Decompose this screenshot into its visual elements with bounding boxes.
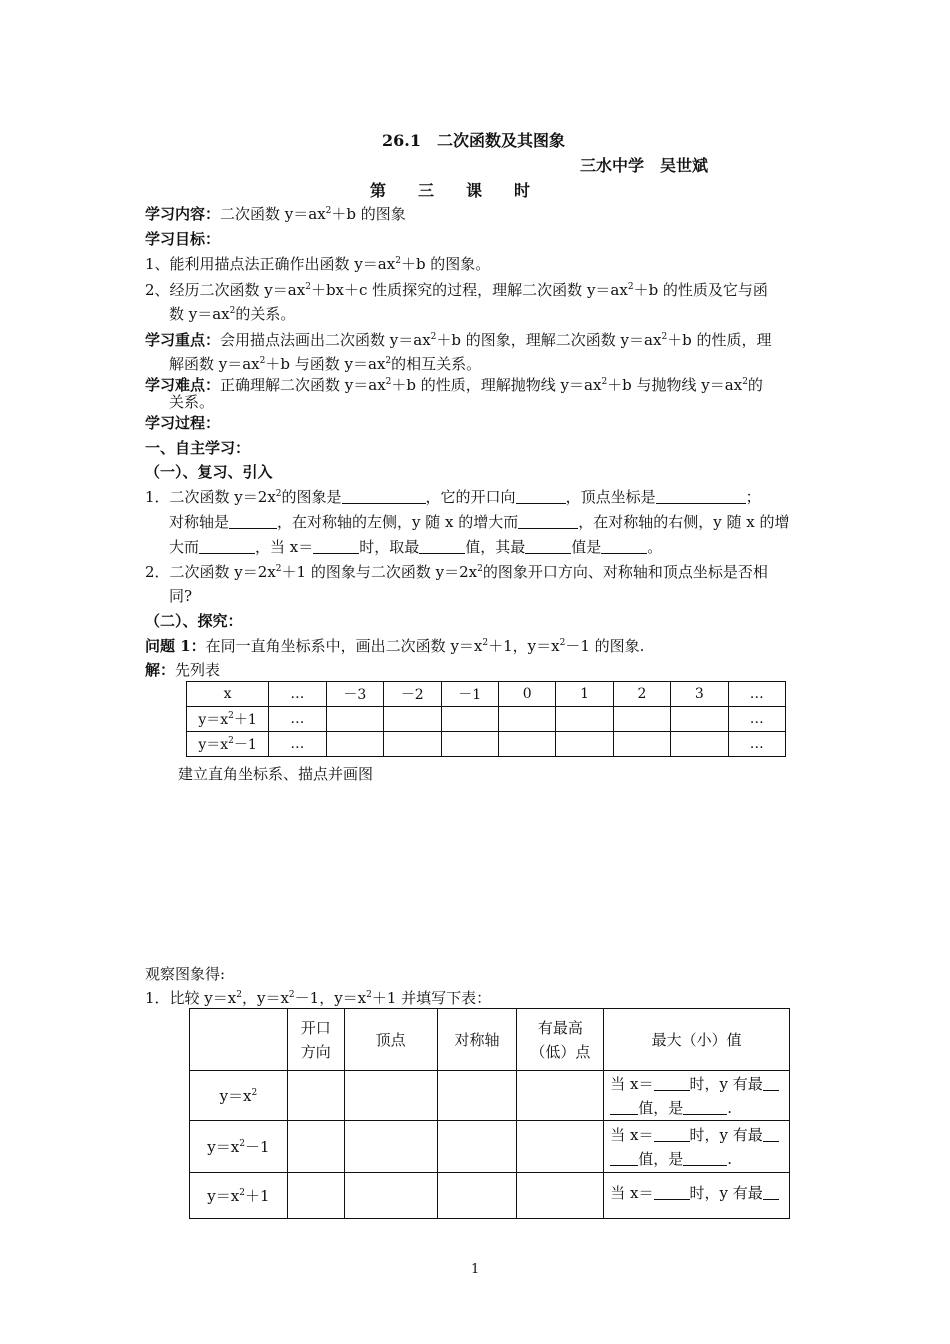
blank[interactable]	[654, 1128, 690, 1142]
section-1-heading: 一、自主学习：	[145, 439, 251, 457]
table-cell: 3	[671, 682, 728, 707]
input-cell[interactable]	[287, 1121, 344, 1173]
blank-left-trend[interactable]	[518, 515, 578, 529]
row-label-x2-minus-1: $y=x^2-1$	[187, 732, 269, 757]
row-label-x2-minus-1: $y=x^2-1$	[190, 1121, 288, 1173]
blank-axis[interactable]	[229, 515, 277, 529]
goal-1: 1、能利用描点法正确作出函数 $y=ax^2+b$ 的图象。	[145, 255, 491, 273]
diff-text: 正确理解二次函数 $y=ax^2+b$ 的性质，理解抛物线 $y=ax^2+b$ 与抛物线 $y=ax^2$的	[220, 376, 763, 394]
question-1-line-2	[169, 511, 790, 532]
compare-text: 1．比较 $y=x^2$，$y=x^2-1$，$y=x^2+1$ 并填写下表：	[145, 989, 492, 1007]
table-row	[190, 1009, 790, 1071]
input-cell[interactable]	[287, 1071, 344, 1121]
fill-text: .	[727, 1098, 733, 1117]
table-cell: …	[728, 732, 785, 757]
blank[interactable]	[763, 1077, 779, 1091]
observe-text: 观察图象得:	[145, 965, 226, 983]
table-cell: －2	[384, 682, 441, 707]
input-cell[interactable]	[384, 707, 441, 732]
fill-text: 值，是	[638, 1149, 684, 1168]
input-cell[interactable]	[498, 732, 555, 757]
content-text: 二次函数 $y=ax^2+b$ 的图象	[220, 205, 406, 223]
header-point-1: 有最高	[537, 1018, 583, 1037]
fill-text: 时，y 有最	[689, 1184, 763, 1202]
blank[interactable]	[610, 1152, 638, 1166]
key-line-2: 解函数 $y=ax^2+b$ 与函数 $y=ax^2$的相互关系。	[169, 355, 482, 373]
max-min-cell[interactable]	[604, 1071, 790, 1121]
input-cell[interactable]	[437, 1121, 517, 1173]
input-cell[interactable]	[517, 1121, 604, 1173]
content-line	[145, 203, 406, 224]
key-label: 学习重点：	[145, 331, 221, 349]
q1-text-g: ，在对称轴的右侧，y 随 x 的增	[578, 513, 790, 531]
blank-x-value[interactable]	[313, 540, 359, 554]
max-min-cell[interactable]	[604, 1173, 790, 1219]
input-cell[interactable]	[671, 732, 728, 757]
table-cell: －1	[441, 682, 498, 707]
q1-text-j: 时，取最	[359, 538, 420, 556]
page-number: 1	[471, 1262, 480, 1277]
q1-text-b: ，它的开口向	[425, 488, 516, 506]
header-extreme-point	[517, 1009, 604, 1071]
doc-title: 26.1 二次函数及其图象	[382, 131, 565, 150]
question-2-line-1: 2．二次函数 $y=2x^2+1$ 的图象与二次函数 $y=2x^2$的图象开口方向、对称轴和顶点坐标是否相	[145, 563, 768, 581]
table-cell: 2	[613, 682, 670, 707]
blank[interactable]	[654, 1077, 690, 1091]
fill-text: .	[727, 1149, 733, 1168]
blank-extreme-kind[interactable]	[419, 540, 465, 554]
input-cell[interactable]	[326, 732, 383, 757]
key-line-1	[145, 329, 772, 350]
blank[interactable]	[763, 1128, 779, 1142]
build-coordinate-text: 建立直角坐标系、描点并画图	[178, 765, 374, 783]
q1-text-i: ，当 x＝	[255, 538, 314, 556]
table-row	[190, 1173, 790, 1219]
fill-text: 当 x＝	[610, 1184, 654, 1202]
question-1-line-3	[169, 536, 662, 557]
table-cell: …	[728, 682, 785, 707]
table-cell: 1	[556, 682, 613, 707]
table-row	[187, 682, 786, 707]
comparison-table	[189, 1008, 790, 1219]
input-cell[interactable]	[344, 1071, 437, 1121]
q1-text-k: 值，其最	[465, 538, 526, 556]
solution-label: 解：	[145, 661, 176, 679]
header-opening-2: 方向	[300, 1042, 331, 1061]
q1-text-e: 对称轴是	[169, 513, 230, 531]
input-cell[interactable]	[498, 707, 555, 732]
solution-text: 先列表	[175, 661, 221, 679]
input-cell[interactable]	[326, 707, 383, 732]
fill-text: 当 x＝	[610, 1125, 654, 1144]
input-cell[interactable]	[437, 1173, 517, 1219]
input-cell[interactable]	[671, 707, 728, 732]
blank-extreme-kind-2[interactable]	[525, 540, 571, 554]
q1-text-a: 1．二次函数 $y=2x^2$的图象是	[145, 488, 342, 506]
header-point-2: （低）点	[530, 1042, 591, 1061]
table-cell: x	[187, 682, 269, 707]
header-opening	[287, 1009, 344, 1071]
goals-label: 学习目标：	[145, 230, 221, 248]
input-cell[interactable]	[613, 707, 670, 732]
q1-text-h: 大而	[169, 538, 200, 556]
goal-2-line-2: 数 $y=ax^2$的关系。	[169, 305, 296, 323]
blank[interactable]	[683, 1101, 727, 1115]
q1-text-f: ，在对称轴的左侧，y 随 x 的增大而	[277, 513, 519, 531]
input-cell[interactable]	[344, 1121, 437, 1173]
q1-text-m: 。	[647, 538, 663, 556]
blank[interactable]	[683, 1152, 727, 1166]
row-label-x2-plus-1: $y=x^2+1$	[187, 707, 269, 732]
table-cell: …	[269, 682, 326, 707]
q1-text-c: ，顶点坐标是	[565, 488, 656, 506]
problem-1	[145, 635, 644, 656]
header-vertex: 顶点	[344, 1009, 437, 1071]
header-axis: 对称轴	[437, 1009, 517, 1071]
input-cell[interactable]	[287, 1173, 344, 1219]
input-cell[interactable]	[613, 732, 670, 757]
goal-2-line-1: 2、经历二次函数 $y=ax^2+bx+c$ 性质探究的过程，理解二次函数 $y=ax^2+b$ 的性质及它与函	[145, 281, 768, 299]
input-cell[interactable]	[344, 1173, 437, 1219]
diff-label: 学习难点：	[145, 376, 221, 394]
content-label: 学习内容：	[145, 205, 221, 223]
row-label-x2-plus-1: $y=x^2+1$	[190, 1173, 288, 1219]
fill-text: 时，y 有最	[689, 1074, 763, 1093]
subsection-2-heading: （二）、探究：	[145, 612, 243, 630]
table-cell: 0	[498, 682, 555, 707]
key-text: 会用描点法画出二次函数 $y=ax^2+b$ 的图象，理解二次函数 $y=ax^2+b$ 的性质，理	[220, 331, 772, 349]
problem-1-label: 问题 1：	[145, 637, 206, 655]
blank[interactable]	[610, 1101, 638, 1115]
solution-line	[145, 659, 220, 680]
table-row	[190, 1071, 790, 1121]
process-label: 学习过程：	[145, 414, 221, 432]
blank-right-trend[interactable]	[199, 540, 255, 554]
q1-text-l: 值是	[571, 538, 602, 556]
blank-opening[interactable]	[516, 490, 566, 504]
max-min-cell[interactable]	[604, 1121, 790, 1173]
blank-graph-type[interactable]	[342, 490, 426, 504]
row-label-x2: $y=x^2$	[190, 1071, 288, 1121]
table-cell	[190, 1009, 288, 1071]
blank[interactable]	[654, 1186, 690, 1200]
table-row	[190, 1121, 790, 1173]
lesson-line: 第 三 课 时	[370, 181, 531, 200]
table-row	[187, 732, 786, 757]
input-cell[interactable]	[384, 732, 441, 757]
header-opening-1: 开口	[300, 1018, 331, 1037]
blank-extreme-value[interactable]	[601, 540, 647, 554]
input-cell[interactable]	[517, 1173, 604, 1219]
fill-text: 时，y 有最	[689, 1125, 763, 1144]
subsection-1-heading: （一）、复习、引入	[145, 463, 273, 481]
header-max-min: 最大（小）值	[604, 1009, 790, 1071]
table-cell: …	[269, 732, 326, 757]
input-cell[interactable]	[556, 732, 613, 757]
diff-line-1	[145, 374, 763, 395]
diff-line-2: 关系。	[169, 393, 215, 411]
author-line: 三水中学 吴世斌	[580, 156, 709, 175]
table-cell: …	[269, 707, 326, 732]
input-cell[interactable]	[437, 1071, 517, 1121]
question-1-line-1	[145, 486, 761, 507]
blank[interactable]	[763, 1186, 779, 1200]
fill-text: 当 x＝	[610, 1074, 654, 1093]
input-cell[interactable]	[556, 707, 613, 732]
input-cell[interactable]	[441, 707, 498, 732]
q1-text-d: ；	[745, 488, 761, 506]
problem-1-text: 在同一直角坐标系中，画出二次函数 $y=x^2+1$，$y=x^2-1$ 的图象.	[205, 637, 645, 655]
blank-vertex[interactable]	[656, 490, 746, 504]
input-cell[interactable]	[517, 1071, 604, 1121]
question-2-line-2: 同?	[169, 587, 193, 605]
table-cell: －3	[326, 682, 383, 707]
table-row	[187, 707, 786, 732]
input-cell[interactable]	[441, 732, 498, 757]
table-cell: …	[728, 707, 785, 732]
fill-text: 值，是	[638, 1098, 684, 1117]
value-table	[186, 681, 786, 757]
